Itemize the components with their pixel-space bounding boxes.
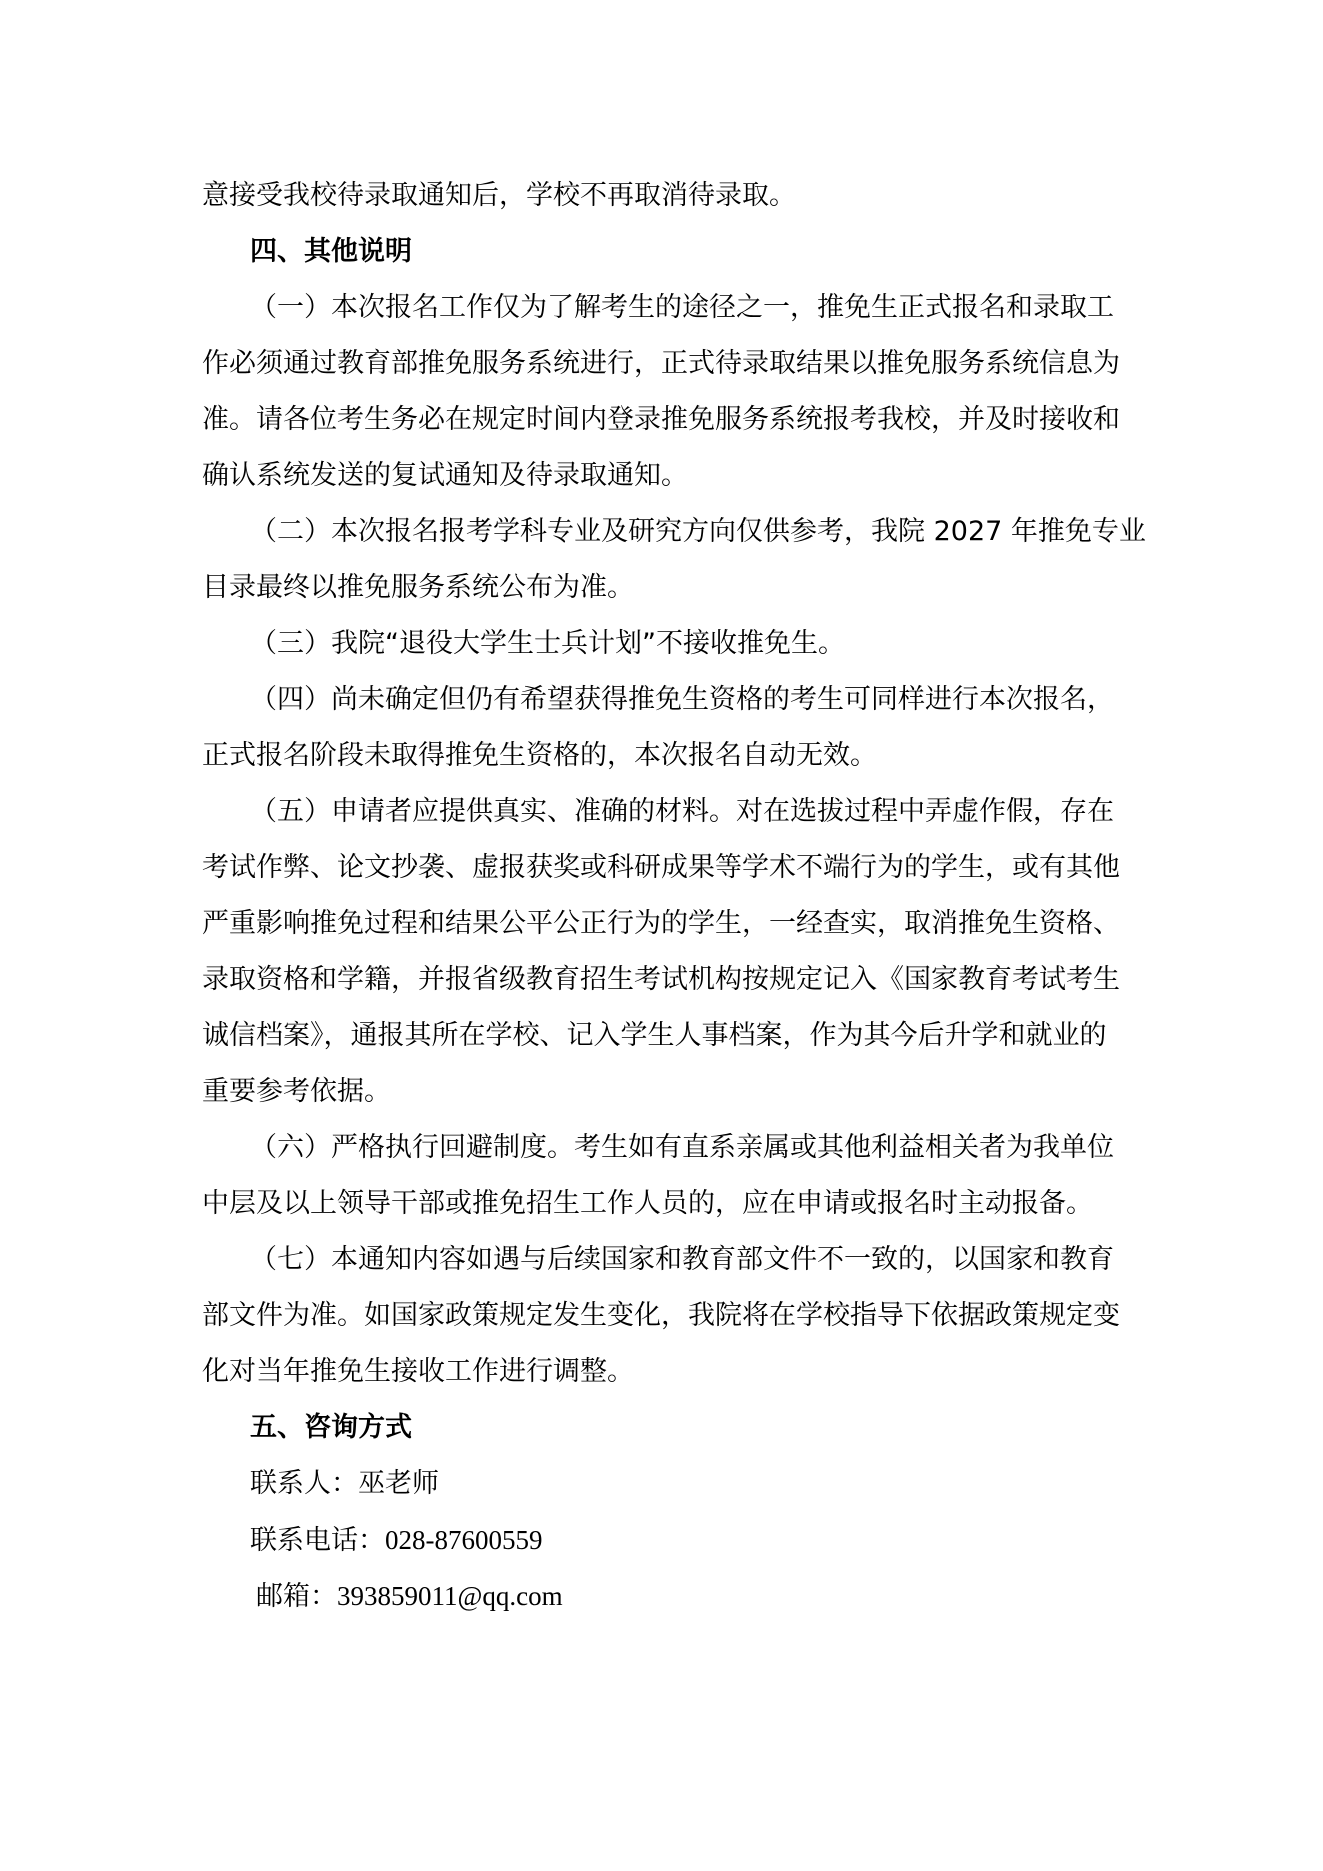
contact-email-label: 邮箱： xyxy=(256,1581,337,1612)
paragraph-line: 部文件为准。如国家政策规定发生变化，我院将在学校指导下依据政策规定变 xyxy=(202,1300,1120,1331)
contact-phone-value: 028-87600559 xyxy=(385,1525,543,1555)
paragraph-line: （三）我院“退役大学生士兵计划”不接收推免生。 xyxy=(250,628,845,659)
paragraph-line: （一）本次报名工作仅为了解考生的途径之一，推免生正式报名和录取工 xyxy=(250,292,1114,323)
paragraph-line: 严重影响推免过程和结果公平公正行为的学生，一经查实，取消推免生资格、 xyxy=(202,908,1120,939)
paragraph-line: 作必须通过教育部推免服务系统进行，正式待录取结果以推免服务系统信息为 xyxy=(202,348,1120,379)
paragraph-line: （五）申请者应提供真实、准确的材料。对在选拔过程中弄虚作假，存在 xyxy=(250,796,1114,827)
paragraph-line: 中层及以上领导干部或推免招生工作人员的，应在申请或报名时主动报备。 xyxy=(202,1188,1093,1219)
contact-phone xyxy=(202,1512,1132,1568)
section-heading: 四、其他说明 xyxy=(250,236,412,267)
paragraph-line: 确认系统发送的复试通知及待录取通知。 xyxy=(202,460,688,491)
paragraph-line: （二）本次报名报考学科专业及研究方向仅供参考，我院 2027 年推免专业 xyxy=(250,516,1146,547)
contact-person-value: 巫老师 xyxy=(358,1468,439,1499)
paragraph-line: 考试作弊、论文抄袭、虚报获奖或科研成果等学术不端行为的学生，或有其他 xyxy=(202,852,1120,883)
paragraph-line: 准。请各位考生务必在规定时间内登录推免服务系统报考我校，并及时接收和 xyxy=(202,404,1120,435)
contact-phone-label: 联系电话： xyxy=(250,1525,385,1556)
paragraph-line: 目录最终以推免服务系统公布为准。 xyxy=(202,572,634,603)
paragraph-line: （四）尚未确定但仍有希望获得推免生资格的考生可同样进行本次报名， xyxy=(250,684,1114,715)
contact-person-label: 联系人： xyxy=(250,1468,358,1499)
paragraph-line: 诚信档案》，通报其所在学校、记入学生人事档案，作为其今后升学和就业的 xyxy=(202,1020,1107,1051)
paragraph-line: 化对当年推免生接收工作进行调整。 xyxy=(202,1356,634,1387)
contact-email xyxy=(202,1568,1132,1624)
paragraph-line: （七）本通知内容如遇与后续国家和教育部文件不一致的，以国家和教育 xyxy=(250,1244,1114,1275)
contact-email-value: 393859011@qq.com xyxy=(337,1581,563,1611)
contact-person xyxy=(202,1456,1132,1512)
section-heading: 五、咨询方式 xyxy=(250,1412,412,1443)
paragraph-line: 录取资格和学籍，并报省级教育招生考试机构按规定记入《国家教育考试考生 xyxy=(202,964,1120,995)
paragraph-line: 正式报名阶段未取得推免生资格的，本次报名自动无效。 xyxy=(202,740,877,771)
document-body xyxy=(202,168,1146,1624)
paragraph-line: （六）严格执行回避制度。考生如有直系亲属或其他利益相关者为我单位 xyxy=(250,1132,1114,1163)
paragraph-line: 意接受我校待录取通知后，学校不再取消待录取。 xyxy=(202,180,796,211)
paragraph-line: 重要参考依据。 xyxy=(202,1076,391,1107)
